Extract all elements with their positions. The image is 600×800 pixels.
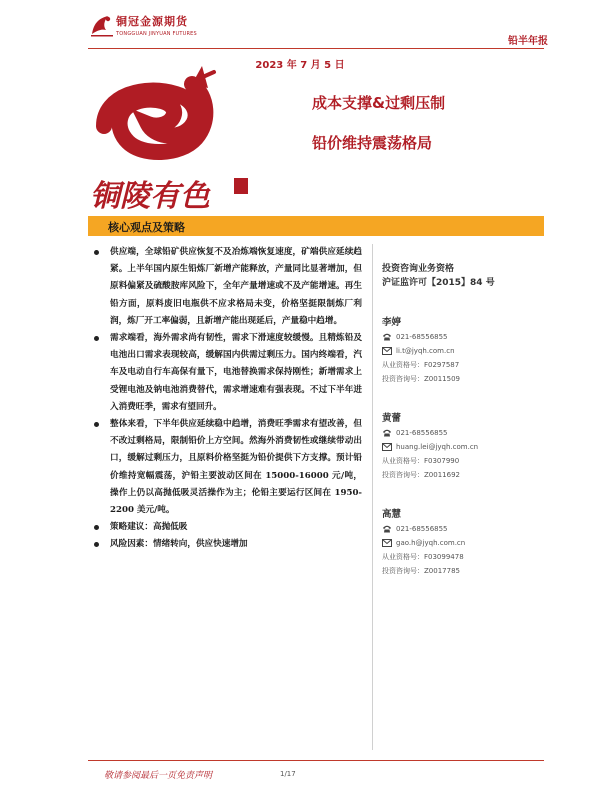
analyst-license: 从业资格号：F0297587	[382, 361, 460, 369]
analyst-license: 从业资格号：F03099478	[382, 553, 464, 561]
email-icon	[382, 347, 392, 355]
key-point-item	[92, 416, 362, 519]
key-points-list	[92, 244, 362, 554]
bullet-dot-icon	[94, 250, 99, 255]
analyst-phone-row	[382, 330, 550, 344]
key-point-text: 需求端看，海外需求尚有韧性，需求下滑速度较缓慢。且精炼铅及电池出口需求表现较高，缓解国内供需过剩压力。国内终端看，汽车及电动自行车高保有量下，电池替换需求保持刚性；新增需求上受锂电池及钠电池消费替代，需求增速难有强表现。不过下半年进入消费旺季，需求有望回升。	[110, 333, 362, 412]
page-header	[0, 0, 600, 52]
report-title-line1: 成本支撑&过剩压制	[312, 94, 446, 112]
analyst-card	[382, 316, 550, 386]
bullet-dot-icon	[94, 542, 99, 547]
analyst-consult-id: 投资咨询号：Z0011692	[382, 471, 460, 479]
analyst-email[interactable]: huang.lei@jyqh.com.cn	[396, 443, 479, 451]
analyst-name: 黄蕾	[382, 413, 402, 424]
calligraphy-emblem-icon	[84, 66, 294, 216]
analyst-email[interactable]: gao.h@jyqh.com.cn	[396, 539, 466, 547]
key-point-text: 供应端，全球铅矿供应恢复不及冶炼端恢复速度，矿端供应延续趋紧。上半年国内原生铅炼厂新增产能释放，产量同比显著增加，但原料偏紧及硫酸胺库风险下，全年产量增速或不及产能增速。再生铅方面，原料废旧电瓶供不应求格局未变，价格坚挺限制炼厂利润，炼厂开工率偏弱，且新增产能出现延后，产量稳中趋增。	[110, 247, 362, 326]
key-point-item	[92, 536, 362, 553]
section-title: 核心观点及策略	[108, 221, 185, 234]
qualification-title: 投资咨询业务资格	[382, 264, 455, 274]
email-icon	[382, 443, 392, 451]
analyst-license: 从业资格号：F0307990	[382, 457, 460, 465]
phone-icon	[382, 333, 392, 341]
analyst-name: 高慧	[382, 509, 402, 520]
analyst-email-row	[382, 440, 550, 454]
bullet-dot-icon	[94, 422, 99, 427]
page-number: 1/17	[280, 770, 296, 778]
sidebar-divider	[372, 244, 373, 750]
bullet-dot-icon	[94, 525, 99, 530]
header-divider	[88, 48, 544, 49]
key-point-text: 风险因素：情绪转向，供应快速增加	[110, 539, 248, 550]
analyst-sidebar	[382, 262, 550, 578]
key-point-item	[92, 244, 362, 330]
key-point-item	[92, 519, 362, 536]
disclaimer-note: 敬请参阅最后一页免责声明	[104, 771, 213, 781]
analyst-phone: 021-68556855	[396, 429, 448, 437]
svg-text:铜陵有色: 铜陵有色	[90, 179, 210, 214]
analyst-consult-id: 投资咨询号：Z0011509	[382, 375, 460, 383]
company-name-en: TONGGUAN JINYUAN FUTURES	[116, 31, 197, 37]
company-name-cn: 铜冠金源期货	[116, 15, 188, 28]
analyst-card	[382, 412, 550, 482]
report-type-label: 铅半年报	[508, 36, 548, 47]
report-title-line2: 铅价维持震荡格局	[312, 134, 433, 152]
analyst-consult-id: 投资咨询号：Z0017785	[382, 567, 460, 575]
qualification-license: 沪证监许可【2015】84 号	[382, 278, 495, 288]
bullet-dot-icon	[94, 336, 99, 341]
analyst-email[interactable]: li.t@jyqh.com.cn	[396, 347, 455, 355]
analyst-name: 李婷	[382, 317, 402, 328]
email-icon	[382, 539, 392, 547]
phone-icon	[382, 429, 392, 437]
phone-icon	[382, 525, 392, 533]
company-logo-icon	[88, 12, 116, 40]
analyst-phone-row	[382, 426, 550, 440]
analyst-card	[382, 508, 550, 578]
analyst-phone-row	[382, 522, 550, 536]
key-point-text: 整体来看，下半年供应延续稳中趋增，消费旺季需求有望改善，但不改过剩格局，限制铅价上方空间。然海外消费韧性或继续带动出口，缓解过剩压力，且原料价格坚挺为铅价提供下方支撑。预计铅价维持宽幅震荡，沪铅主要波动区间在 15000-16000 元/吨，操作上仍以高抛低吸灵活操作为主；伦铅主要运行区间在 1950-2200 美元/吨。	[110, 419, 362, 516]
analyst-email-row	[382, 536, 550, 550]
key-point-text: 策略建议：高抛低吸	[110, 522, 188, 533]
analyst-phone: 021-68556855	[396, 333, 448, 341]
key-point-item	[92, 330, 362, 416]
report-date: 2023 年 7 月 5 日	[255, 60, 345, 71]
analyst-email-row	[382, 344, 550, 358]
footer-divider	[88, 760, 544, 761]
analyst-phone: 021-68556855	[396, 525, 448, 533]
